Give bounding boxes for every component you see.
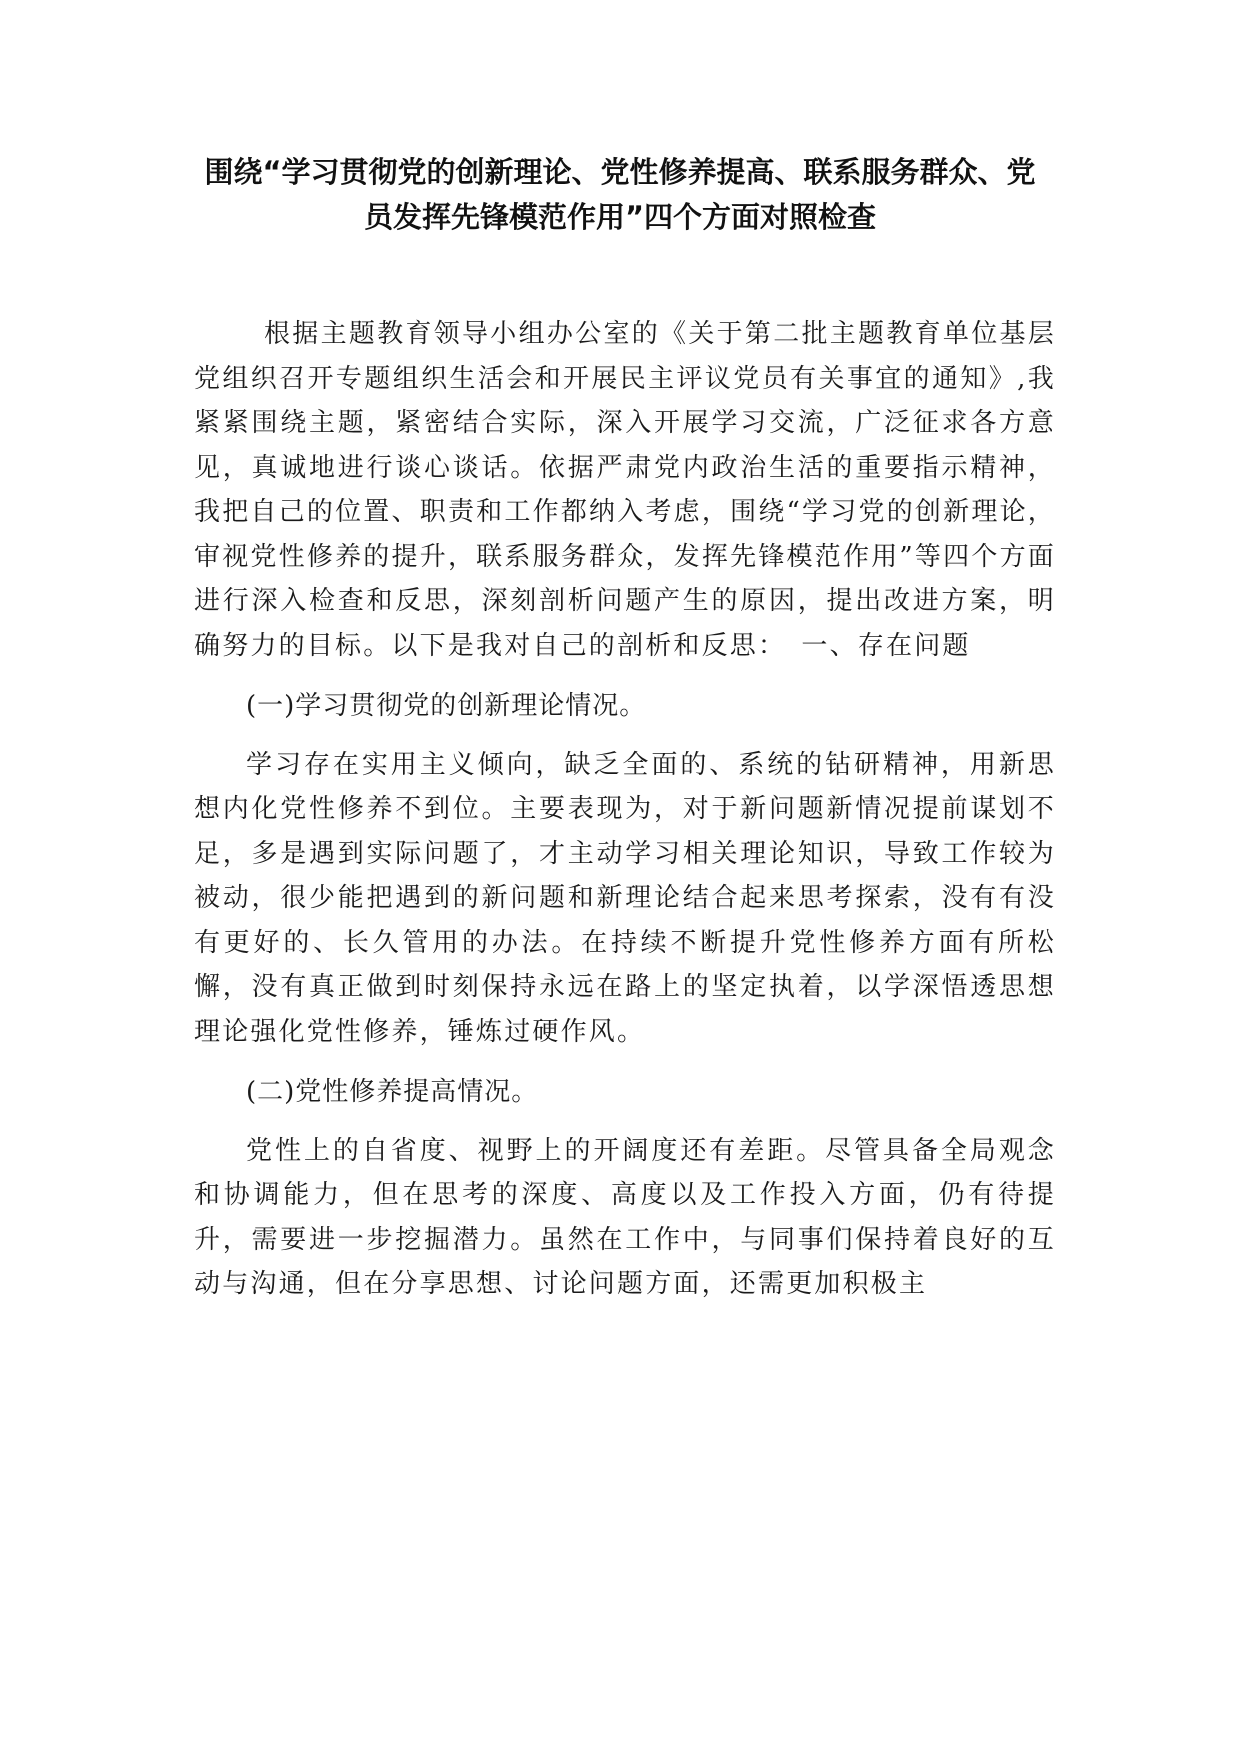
document-body bbox=[194, 312, 1056, 1307]
section-1-paragraph: 学习存在实用主义倾向，缺乏全面的、系统的钻研精神，用新思想内化党性修养不到位。主要表现为，对于新问题新情况提前谋划不足，多是遇到实际问题了，才主动学习相关理论知识，导致工作较为被动，很少能把遇到的新问题和新理论结合起来思考探索，没有有没有更好的、长久管用的办法。在持续不断提升党性修养方面有所松懈，没有真正做到时刻保持永远在路上的坚定执着，以学深悟透思想理论强化党性修养，锤炼过硬作风。 bbox=[194, 749, 1056, 1047]
section-2-heading: (二)党性修养提高情况。 bbox=[246, 1077, 539, 1107]
document-title bbox=[170, 150, 1070, 240]
section-2-paragraph: 党性上的自省度、视野上的开阔度还有差距。尽管具备全局观念和协调能力，但在思考的深度、高度以及工作投入方面，仍有待提升，需要进一步挖掘潜力。虽然在工作中，与同事们保持着良好的互动与沟通，但在分享思想、讨论问题方面，还需更加积极主 bbox=[194, 1135, 1056, 1299]
title-line-1: 围绕“学习贯彻党的创新理论、党性修养提高、联系服务群众、党 bbox=[204, 155, 1036, 189]
intro-paragraph: 根据主题教育领导小组办公室的《关于第二批主题教育单位基层党组织召开专题组织生活会和开展民主评议党员有关事宜的通知》,我紧紧围绕主题，紧密结合实际，深入开展学习交流，广泛征求各方意见，真诚地进行谈心谈话。依据严肃党内政治生活的重要指示精神，我把自己的位置、职责和工作都纳入考虑，围绕“学习党的创新理论，审视党性修养的提升，联系服务群众，发挥先锋模范作用”等四个方面进行深入检查和反思，深刻剖析问题产生的原因，提出改进方案，明确努力的目标。以下是我对自己的剖析和反思： 一、存在问题 bbox=[194, 319, 1056, 661]
section-1-heading: (一)学习贯彻党的创新理论情况。 bbox=[246, 691, 647, 721]
title-line-2: 员发挥先锋模范作用”四个方面对照检查 bbox=[363, 200, 877, 234]
